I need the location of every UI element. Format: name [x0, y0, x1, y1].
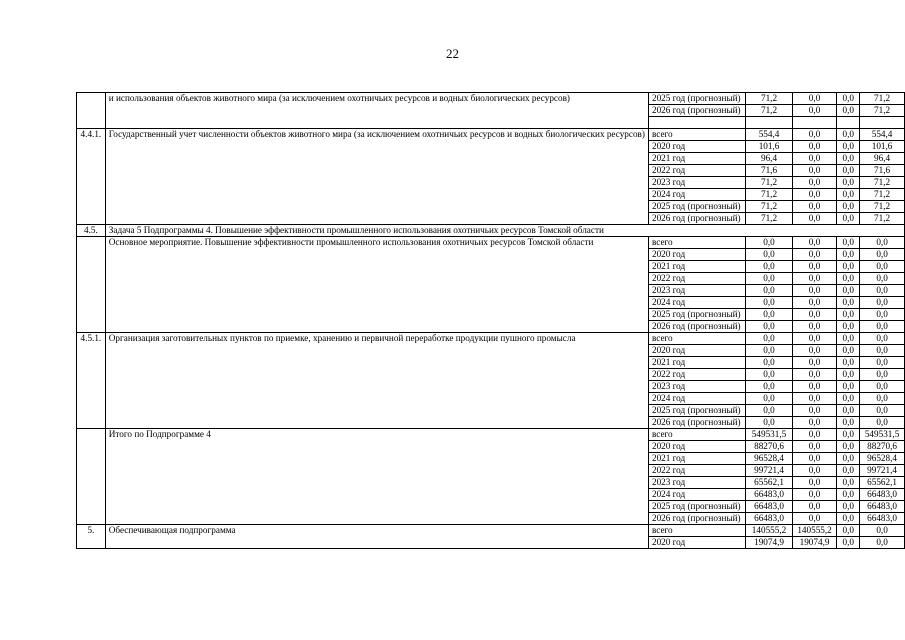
local-cell: 71,2: [860, 189, 905, 201]
local-cell: 101,6: [860, 141, 905, 153]
period-cell: 2020 год: [648, 441, 745, 453]
regional-cell: 0,0: [837, 237, 860, 249]
total-cell: 0,0: [746, 333, 792, 345]
regional-cell: 0,0: [837, 489, 860, 501]
regional-cell: 0,0: [837, 285, 860, 297]
period-cell: 2022 год: [648, 465, 745, 477]
regional-cell: 0,0: [837, 429, 860, 441]
federal-cell: 0,0: [792, 405, 837, 417]
period-cell: 2025 год (прогнозный): [648, 501, 745, 513]
federal-cell: 0,0: [792, 345, 837, 357]
period-cell: [648, 117, 745, 129]
activity-name: Основное мероприятие. Повышение эффективности промышленного использования охотничьих ресурсов Томской области: [105, 237, 648, 333]
total-cell: 96528,4: [746, 453, 792, 465]
federal-cell: 140555,2: [792, 525, 837, 537]
local-cell: 71,6: [860, 165, 905, 177]
local-cell: 0,0: [860, 285, 905, 297]
period-cell: 2020 год: [648, 249, 745, 261]
federal-cell: 0,0: [792, 141, 837, 153]
federal-cell: 0,0: [792, 489, 837, 501]
local-cell: 71,2: [860, 177, 905, 189]
local-cell: 99721,4: [860, 465, 905, 477]
federal-cell: 0,0: [792, 213, 837, 225]
table-row: [77, 129, 905, 141]
federal-cell: 0,0: [792, 441, 837, 453]
period-cell: 2022 год: [648, 273, 745, 285]
local-cell: 0,0: [860, 405, 905, 417]
period-cell: 2020 год: [648, 141, 745, 153]
local-cell: 96,4: [860, 153, 905, 165]
total-cell: 66483,0: [746, 489, 792, 501]
regional-cell: 0,0: [837, 321, 860, 333]
federal-cell: 19074,9: [792, 537, 837, 549]
total-cell: 0,0: [746, 369, 792, 381]
local-cell: 66483,0: [860, 513, 905, 525]
period-cell: 2021 год: [648, 453, 745, 465]
regional-cell: 0,0: [837, 201, 860, 213]
federal-cell: 0,0: [792, 369, 837, 381]
regional-cell: 0,0: [837, 105, 860, 117]
period-cell: всего: [648, 525, 745, 537]
total-cell: 0,0: [746, 381, 792, 393]
activity-name: Итого по Подпрограмме 4: [105, 429, 648, 525]
period-cell: 2022 год: [648, 165, 745, 177]
local-cell: 0,0: [860, 273, 905, 285]
period-cell: всего: [648, 429, 745, 441]
page-number: 22: [446, 46, 459, 61]
total-cell: 71,2: [746, 201, 792, 213]
local-cell: 0,0: [860, 381, 905, 393]
federal-cell: 0,0: [792, 309, 837, 321]
regional-cell: 0,0: [837, 273, 860, 285]
federal-cell: 0,0: [792, 429, 837, 441]
local-cell: 0,0: [860, 525, 905, 537]
period-cell: 2026 год (прогнозный): [648, 513, 745, 525]
regional-cell: 0,0: [837, 525, 860, 537]
row-index: [77, 429, 106, 525]
period-cell: всего: [648, 333, 745, 345]
regional-cell: 0,0: [837, 405, 860, 417]
federal-cell: [792, 117, 837, 129]
total-cell: 19074,9: [746, 537, 792, 549]
federal-cell: 0,0: [792, 393, 837, 405]
federal-cell: 0,0: [792, 357, 837, 369]
table-row: [77, 429, 905, 441]
total-cell: 0,0: [746, 273, 792, 285]
local-cell: 0,0: [860, 537, 905, 549]
total-cell: 66483,0: [746, 501, 792, 513]
total-cell: 140555,2: [746, 525, 792, 537]
local-cell: 0,0: [860, 393, 905, 405]
period-cell: 2020 год: [648, 537, 745, 549]
federal-cell: 0,0: [792, 105, 837, 117]
federal-cell: 0,0: [792, 453, 837, 465]
period-cell: 2024 год: [648, 393, 745, 405]
federal-cell: 0,0: [792, 177, 837, 189]
activity-name: Организация заготовительных пунктов по приемке, хранению и первичной переработке продукции пушного промысла: [105, 333, 648, 429]
local-cell: 71,2: [860, 105, 905, 117]
period-cell: 2026 год (прогнозный): [648, 105, 745, 117]
local-cell: 0,0: [860, 309, 905, 321]
total-cell: 96,4: [746, 153, 792, 165]
period-cell: 2023 год: [648, 381, 745, 393]
regional-cell: 0,0: [837, 477, 860, 489]
period-cell: всего: [648, 237, 745, 249]
total-cell: 71,2: [746, 105, 792, 117]
total-cell: 99721,4: [746, 465, 792, 477]
federal-cell: 0,0: [792, 201, 837, 213]
federal-cell: 0,0: [792, 249, 837, 261]
federal-cell: 0,0: [792, 477, 837, 489]
federal-cell: 0,0: [792, 465, 837, 477]
local-cell: 0,0: [860, 249, 905, 261]
regional-cell: 0,0: [837, 345, 860, 357]
federal-cell: 0,0: [792, 189, 837, 201]
local-cell: 0,0: [860, 321, 905, 333]
period-cell: 2025 год (прогнозный): [648, 309, 745, 321]
budget-table: [76, 92, 905, 549]
regional-cell: 0,0: [837, 357, 860, 369]
activity-name: Государственный учет численности объектов животного мира (за исключением охотничьих ресурсов и водных биологических ресурсов): [105, 129, 648, 225]
regional-cell: 0,0: [837, 513, 860, 525]
period-cell: 2025 год (прогнозный): [648, 405, 745, 417]
activity-name: и использования объектов животного мира (за исключением охотничьих ресурсов и водных биологических ресурсов): [105, 93, 648, 129]
local-cell: 0,0: [860, 297, 905, 309]
total-cell: 0,0: [746, 417, 792, 429]
federal-cell: 0,0: [792, 285, 837, 297]
federal-cell: 0,0: [792, 165, 837, 177]
total-cell: 71,2: [746, 93, 792, 105]
total-cell: 0,0: [746, 393, 792, 405]
regional-cell: 0,0: [837, 441, 860, 453]
period-cell: 2024 год: [648, 489, 745, 501]
local-cell: 0,0: [860, 345, 905, 357]
local-cell: 549531,5: [860, 429, 905, 441]
federal-cell: 0,0: [792, 237, 837, 249]
total-cell: 554,4: [746, 129, 792, 141]
total-cell: [746, 117, 792, 129]
row-index: [77, 93, 106, 129]
total-cell: 0,0: [746, 249, 792, 261]
federal-cell: 0,0: [792, 273, 837, 285]
local-cell: 65562,1: [860, 477, 905, 489]
period-cell: 2023 год: [648, 177, 745, 189]
regional-cell: [837, 117, 860, 129]
row-index: 4.5.: [77, 225, 106, 237]
federal-cell: 0,0: [792, 261, 837, 273]
federal-cell: 0,0: [792, 321, 837, 333]
regional-cell: 0,0: [837, 141, 860, 153]
local-cell: [860, 117, 905, 129]
regional-cell: 0,0: [837, 213, 860, 225]
total-cell: 0,0: [746, 237, 792, 249]
period-cell: 2021 год: [648, 357, 745, 369]
table-row: [77, 525, 905, 537]
row-index: 5.: [77, 525, 106, 549]
period-cell: 2026 год (прогнозный): [648, 213, 745, 225]
total-cell: 101,6: [746, 141, 792, 153]
regional-cell: 0,0: [837, 381, 860, 393]
regional-cell: 0,0: [837, 309, 860, 321]
local-cell: 0,0: [860, 357, 905, 369]
local-cell: 0,0: [860, 237, 905, 249]
total-cell: 0,0: [746, 285, 792, 297]
local-cell: 66483,0: [860, 501, 905, 513]
regional-cell: 0,0: [837, 165, 860, 177]
regional-cell: 0,0: [837, 333, 860, 345]
local-cell: 0,0: [860, 417, 905, 429]
regional-cell: 0,0: [837, 417, 860, 429]
regional-cell: 0,0: [837, 465, 860, 477]
period-cell: 2025 год (прогнозный): [648, 93, 745, 105]
local-cell: 71,2: [860, 213, 905, 225]
regional-cell: 0,0: [837, 393, 860, 405]
activity-name: Обеспечивающая подпрограмма: [105, 525, 648, 549]
period-cell: 2022 год: [648, 369, 745, 381]
total-cell: 71,2: [746, 189, 792, 201]
regional-cell: 0,0: [837, 369, 860, 381]
federal-cell: 0,0: [792, 333, 837, 345]
federal-cell: 0,0: [792, 129, 837, 141]
total-cell: 71,2: [746, 213, 792, 225]
regional-cell: 0,0: [837, 153, 860, 165]
federal-cell: 0,0: [792, 501, 837, 513]
period-cell: 2020 год: [648, 345, 745, 357]
total-cell: 0,0: [746, 309, 792, 321]
regional-cell: 0,0: [837, 501, 860, 513]
table-row: [77, 237, 905, 249]
total-cell: 0,0: [746, 297, 792, 309]
total-cell: 0,0: [746, 261, 792, 273]
period-cell: 2026 год (прогнозный): [648, 321, 745, 333]
regional-cell: 0,0: [837, 93, 860, 105]
total-cell: 71,6: [746, 165, 792, 177]
total-cell: 0,0: [746, 321, 792, 333]
table-row: [77, 93, 905, 105]
row-index: 4.4.1.: [77, 129, 106, 225]
period-cell: 2023 год: [648, 285, 745, 297]
task-title: Задача 5 Подпрограммы 4. Повышение эффективности промышленного использования охотничьих ресурсов Томской области: [105, 225, 904, 237]
period-cell: 2026 год (прогнозный): [648, 417, 745, 429]
total-cell: 66483,0: [746, 513, 792, 525]
row-index: 4.5.1.: [77, 333, 106, 429]
period-cell: 2021 год: [648, 153, 745, 165]
row-index: [77, 237, 106, 333]
regional-cell: 0,0: [837, 249, 860, 261]
local-cell: 66483,0: [860, 489, 905, 501]
regional-cell: 0,0: [837, 261, 860, 273]
period-cell: 2024 год: [648, 297, 745, 309]
period-cell: 2025 год (прогнозный): [648, 201, 745, 213]
period-cell: 2023 год: [648, 477, 745, 489]
federal-cell: 0,0: [792, 417, 837, 429]
total-cell: 549531,5: [746, 429, 792, 441]
regional-cell: 0,0: [837, 453, 860, 465]
task-row: [77, 225, 905, 237]
local-cell: 71,2: [860, 93, 905, 105]
total-cell: 71,2: [746, 177, 792, 189]
period-cell: всего: [648, 129, 745, 141]
federal-cell: 0,0: [792, 513, 837, 525]
local-cell: 0,0: [860, 369, 905, 381]
federal-cell: 0,0: [792, 153, 837, 165]
regional-cell: 0,0: [837, 537, 860, 549]
local-cell: 554,4: [860, 129, 905, 141]
local-cell: 96528,4: [860, 453, 905, 465]
total-cell: 88270,6: [746, 441, 792, 453]
regional-cell: 0,0: [837, 189, 860, 201]
federal-cell: 0,0: [792, 297, 837, 309]
federal-cell: 0,0: [792, 93, 837, 105]
total-cell: 0,0: [746, 357, 792, 369]
period-cell: 2021 год: [648, 261, 745, 273]
total-cell: 0,0: [746, 405, 792, 417]
regional-cell: 0,0: [837, 129, 860, 141]
regional-cell: 0,0: [837, 177, 860, 189]
table-row: [77, 333, 905, 345]
total-cell: 65562,1: [746, 477, 792, 489]
period-cell: 2024 год: [648, 189, 745, 201]
local-cell: 0,0: [860, 333, 905, 345]
federal-cell: 0,0: [792, 381, 837, 393]
local-cell: 88270,6: [860, 441, 905, 453]
local-cell: 0,0: [860, 261, 905, 273]
local-cell: 71,2: [860, 201, 905, 213]
regional-cell: 0,0: [837, 297, 860, 309]
total-cell: 0,0: [746, 345, 792, 357]
